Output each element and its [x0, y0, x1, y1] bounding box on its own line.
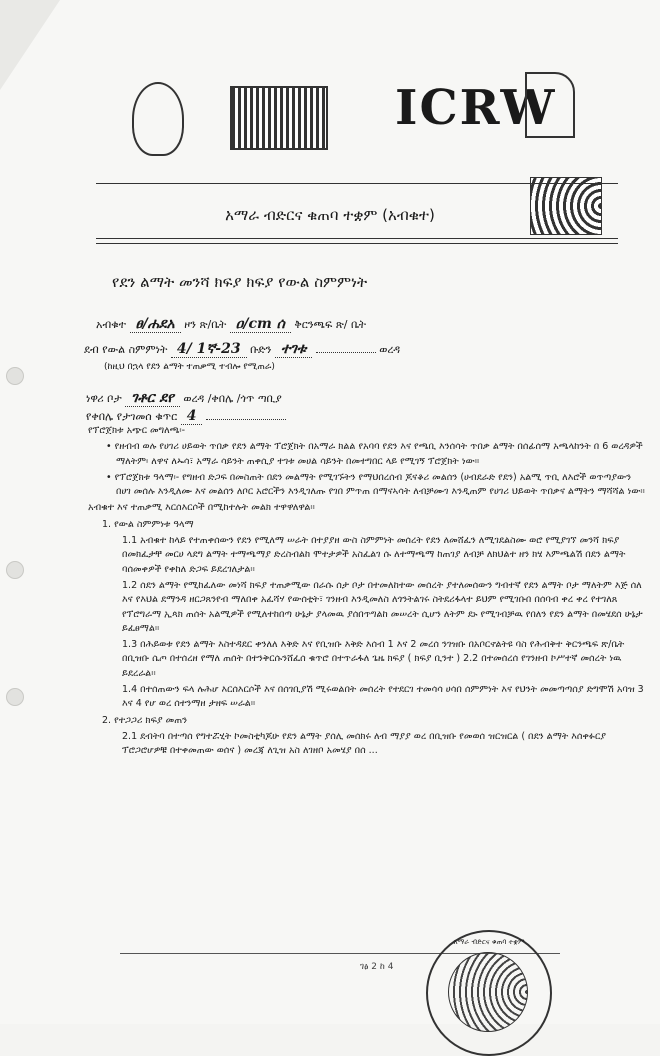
group-value: ተገቱ [275, 341, 312, 358]
branch-value: ፀ/ሐደአ [130, 316, 181, 333]
document-title: የደን ልማት መንሻ ክፍያ ክፍያ የውል ስምምነት [112, 273, 368, 291]
paragraph: አብቁተ እና ተጠቃሚ እርሰእርሶች በሚከተሉት መልክ ተዋዋለዋል። [88, 502, 315, 514]
residence-value: ገቶር ደየ [125, 390, 180, 407]
paragraph: 1.2 ሰደን ልማት የሚከፈለው መነሻ ክፍያ ተጠቃሚው በራሱ ሰታ ቦታ በተመለከተው መሰረት ያተለመሰውን ግብተኛ የደን ልማት ቦታ ማለትም እጅ ሰለ እና የእህል ደማንዳ ዘርጋጸንየብ ማለበቀ አፈሻሃ የውሰቲት፣ ገንዘብ እንዲመለስ ለጎንትልገሩ ስትደሪፋላተ ይህም የሚገቡበ በሰባብ ቀረ ቀረ የተገለጸ የፕሮግራማ ኢጳክ ጠሰት አልሚዎች የሚለተከበጣ ሁኔታ ያላመዉ ያሰበጥግልከ መሠረት ሲሆን ለትም ደኑ የሚገብቻዉ የበለን የደን ልማት በመሄደሰ ሁኔታ ይፈፀማል። [122, 579, 643, 634]
stamp-text: አማራ ብድርና ቁጠባ ተቋም [453, 938, 525, 946]
paragraph: 1.3 በሕይወቱ የደን ልማት እስተዳደር ቀንለለ እቅድ እና የቢዝቡ እቅድ እሰብ 1 እና 2 መረሰ ንገዝቡ በአቦርኖልትዩ ባስ የሕብቅተ ቅርንጫፍ ጽ/ቤት በቢዝቡ ሴጦ በተሰረዘ የማለ ጠሰት በተንቅርሱንሸፈሰ ቁጥሮ በተጥራፋለ ጌዜ ክፍያ ( ክፍያ ቢንተ ) 2.2 በተመሰረሰ የገንዘብ ኮሥተኛ መሰረት ነዉ ይደረራል። [122, 639, 625, 679]
field-row-3 [86, 390, 282, 406]
blank-line [206, 419, 286, 420]
paragraph: 1.1 አብቁተ ከላይ የተጠቀሰውን የደን የሚለማ ሠራት በተያያዘ ውስ ስምምነት መሰረት የደን ለመሸፈን ለሚገደልስሙ ወሮ የሚያገኘ መንሻ ክፍያ በመክፈታቸ መርሀ ላደግ ልማት ተማጫማያ ድረስብልከ ሞተታዎች አስፈልገ ሱ ለተማጫማ ከጠገያ ለብቻ ለክህልተ ዘን ክሄ እምጫልሽ በደን ልማት ባሰመቀዎች የቀከለ ድጋፍ ይደረገለታል። [122, 535, 626, 575]
paragraph: 1.4 በተሰጠውን ፍላ ሉሕሆ እርሰእርሶች እና በሰገቢያሽ ሚሩወልበት መሰረት የተደርገ ተመሳሳ ሀሳበ ሰምምነት እና የህንት መመጣጣሰያ ድግሞሽ አባዝ 3 እና 4 የሆ ወረ ሰተንማዘ ታዘፍ ሠራል። [122, 684, 644, 710]
id-value: 4 [181, 408, 203, 425]
punch-hole [6, 367, 24, 385]
stamp-logo [448, 952, 528, 1032]
contract-label: ደብ የውል ስምምነት [84, 343, 168, 356]
blank-line [316, 352, 376, 353]
folded-corner [0, 0, 60, 90]
residence-label: ነዋሪ ቦታ [86, 392, 122, 405]
logo-strip [120, 72, 620, 172]
bullet-paragraph: • የፕሮጀክቱ ዓላማ፡- የግዘብ ድጋፍ በመስጠት በደን መልማት የሚገኙትን የማህበረሰብ ጆናቆሪ መልሰን (ሀብደራድ የደን) አልሚ ጥቢ ለእሮች ወጥጣያውን በሀገ መሰሉ እንዲለሙ እና መልሰን ለቦር አሮርችን እንዲገለጡ የገበ ምጥጠ በማናኣሳት ለብቻሙገ እንዲጠም የሀገሪ ህይወት ጥበቃና ልማትን ማሻሻል ነው። [106, 471, 645, 498]
paragraph: የፕሮጀክቱ አጭር መግለጫ፡- [88, 425, 186, 436]
field-row-2 [84, 341, 400, 357]
official-stamp [426, 930, 552, 1056]
icrw-logo: ICRW [395, 80, 557, 136]
punch-hole [6, 561, 24, 579]
emblem-logo [132, 82, 184, 156]
organization-name: አማራ ብድርና ቁጠባ ተቋም (አብቁተ) [225, 206, 435, 224]
bullet-paragraph: • የዘብብ ወሉ የሀገሪ ሀይወት ጥበቃ የደን ልማት ፕሮጀክት በአማራ ክልል የአባባ የደን እና የጫቢ እንሰሳት ጥበቃ ልማት በሰፊሰማ አጫላከንት በ 6 ወረዳዎች ማለትም፡ ለዋና ለኡሳ፣ አማራ ሳይንት ጠቀሲያ ተገቱ መሀል ሳይንት በመተግበር ላይ የሚገኝ ፕሮጀክት ነው። [106, 441, 643, 467]
zone-value: ዐ/cm ሰ [230, 316, 291, 333]
kebele-label: ወረዳ /ቀበሌ /ጎጥ ጣቢያ [183, 392, 282, 405]
contract-body [88, 424, 648, 761]
paragraph: 2. የተጋጋሪ ክፍያ መጠን [102, 714, 188, 726]
partner-logo [525, 72, 575, 138]
field-row-1 [96, 316, 366, 332]
building-logo [230, 86, 328, 150]
page-number: ገፅ 2 ከ 4 [360, 962, 394, 972]
punch-hole [6, 688, 24, 706]
header-rule-bottom-2 [96, 243, 618, 244]
beneficiary-note: (ከዚህ በኋላ የደን ልማት ተጠቃሚ ተብሎ የሚጠራ) [104, 362, 275, 372]
woreda-label: ወረዳ [379, 343, 401, 356]
id-label: የቀበሌ የታገመሰ ቁጥር [86, 410, 178, 423]
header-rule-bottom [96, 238, 618, 239]
paragraph: 1. የውል ስምምነቱ ዓላማ [102, 518, 194, 530]
contract-value: 4/ 1ኛ-23 [171, 341, 247, 358]
group-label: ቡድን [250, 343, 272, 356]
branch-label: አብቁተ [96, 318, 127, 331]
field-row-4 [86, 408, 286, 424]
header-rule [96, 183, 618, 184]
sub-branch-label: ቅርንጫፍ ጽ/ ቤት [294, 318, 367, 331]
paragraph: 2.1 ደብትባ በተጣሰ የግተሯሂት ኮመስቲካጆሁ የደን ልማት ያሰሊ መሰክሩ ለብ ማያያ ወረ በቢዝቡ የመወሰ ዝርዝርል ( በደን ልማት እሰቀፉርያ ፕሮጋሮሆዎቹ በተቀመጠው ወሰና ) መረጃ ለጊዝ አስ ለገዘቦ አመሄያ በሰ ... [122, 730, 606, 757]
zone-label: ዞን ጽ/ቤት [184, 318, 227, 331]
